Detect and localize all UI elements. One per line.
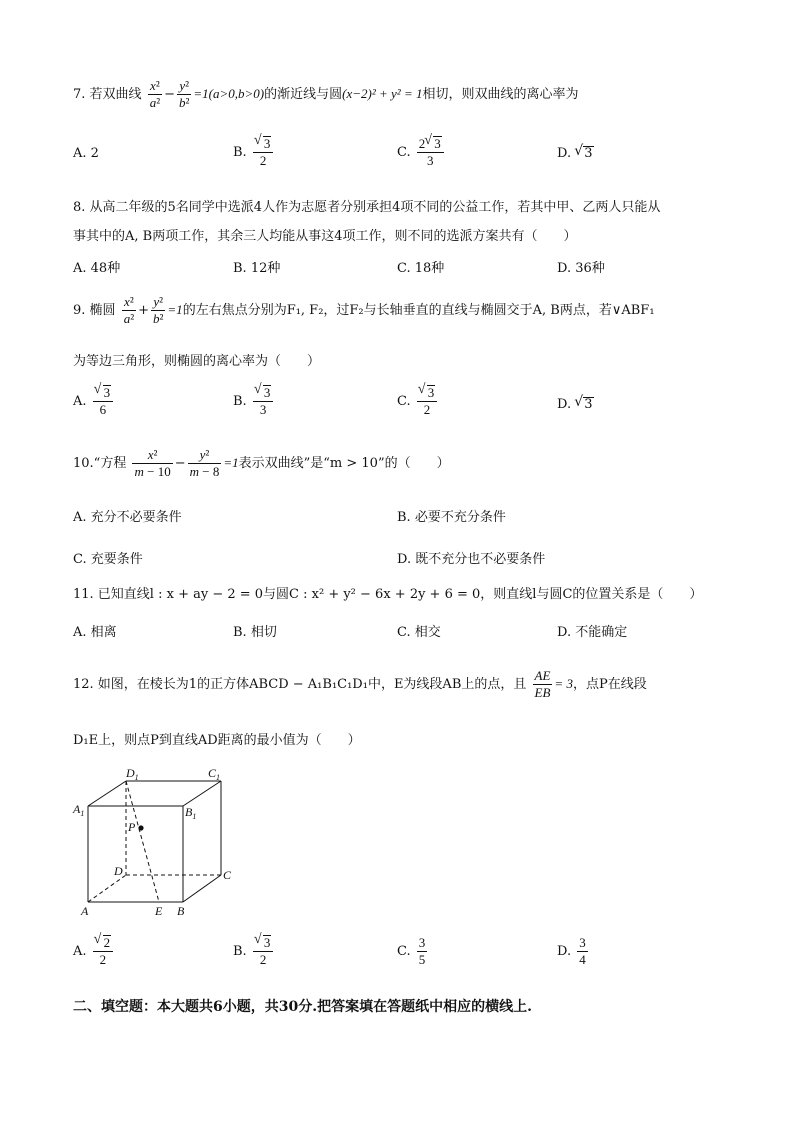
q7-option-d[interactable]: D. √ 3 <box>557 146 594 161</box>
q12-option-c-label: C. <box>397 944 411 959</box>
q12-option-d-label: D. <box>557 944 572 959</box>
edge-bc <box>183 875 221 902</box>
q10-frac-y: $\frac{\text{y²}}{m - 8}$ <box>189 447 220 479</box>
q12-option-c[interactable]: C. $\frac{3}{5}$ <box>397 935 426 967</box>
q7-option-a[interactable]: A. 2 <box>73 146 99 161</box>
label-d: D <box>114 864 123 878</box>
q10-option-a[interactable]: A. 充分不必要条件 <box>73 510 182 525</box>
q10-suffix: 表示双曲线”是“m > 10”的（ ） <box>238 456 450 471</box>
q9-option-b-label: B. <box>233 394 247 409</box>
q11-option-d[interactable]: D. 不能确定 <box>557 625 628 640</box>
q7-option-d-label: D. <box>557 146 572 161</box>
q8-option-d[interactable]: D. 36种 <box>557 261 605 276</box>
q12-eq: = 3 <box>554 676 573 691</box>
q7-frac-x: $\frac{\text{x²}}{\text{a²}}$ <box>149 78 161 110</box>
q12-line2: D₁E上，则点P到直线AD距离的最小值为（ ） <box>73 733 361 748</box>
q7-option-c[interactable]: C. $\frac{2√ 3}{3}$ <box>397 136 446 169</box>
q11-option-b[interactable]: B. 相切 <box>233 625 277 640</box>
edge-b1c1 <box>183 781 221 806</box>
q9-option-b[interactable]: B. √ $\frac{3}{3}$ <box>233 385 275 418</box>
label-b: B <box>177 904 185 918</box>
label-a1: $A_1$ <box>73 802 85 818</box>
q12-prefix: 12. 如图，在棱长为1的正方体ABCD − A₁B₁C₁D₁中，E为线段AB上的点，且 <box>73 677 527 692</box>
q7-condition: =1(a>0,b>0) <box>193 86 265 101</box>
q9-option-a-label: A. <box>73 394 87 409</box>
q7-frac-y: $\frac{\text{y²}}{\text{b²}}$ <box>179 78 190 110</box>
point-p <box>138 825 143 830</box>
edge-a1d1 <box>88 781 126 806</box>
cube-figure <box>70 762 240 920</box>
q11-option-a[interactable]: A. 相离 <box>73 625 117 640</box>
q12-option-a[interactable]: A. √ $\frac{2}{2}$ <box>73 935 115 968</box>
q11-text: 11. 已知直线l : x + ay − 2 = 0与圆C : x² + y² − 6x + 2y + 6 = 0，则直线l与圆C的位置关系是（ ） <box>73 587 703 602</box>
q7-option-b[interactable]: B. √ $\frac{3}{2}$ <box>233 136 275 169</box>
q7-middle: 的渐近线与圆 <box>264 87 343 102</box>
section-heading-fill-in: 二、填空题：本大题共6小题，共30分.把答案填在答题纸中相应的横线上. <box>73 999 532 1015</box>
question-10: 10.“方程 $\frac{\text{x²}}{m - 10}$ − $\frac{\text{y²}}{m - 8}$ =1表示双曲线”是“m > 10”的（ ） <box>73 447 450 479</box>
q10-eq: =1 <box>223 455 239 470</box>
q9-frac-y: $\frac{\text{y²}}{\text{b²}}$ <box>153 294 164 326</box>
q10-prefix: 10.“方程 <box>73 456 127 471</box>
q9-option-d[interactable]: D. √ 3 <box>557 397 594 412</box>
q12-frac: $\frac{AE}{EB}$ <box>534 668 551 700</box>
q10-option-d[interactable]: D. 既不充分也不必要条件 <box>397 552 546 567</box>
question-12 <box>73 668 647 701</box>
edge-ad-hidden <box>88 875 126 902</box>
question-7: 7. 若双曲线 $\frac{\text{x²}}{\text{a²}}$ − $\frac{\text{y²}}{\text{b²}}$ =1(a>0,b>0)的渐近线与圆(x−2)² + y² = 1相切，则双曲线的离心率为 <box>73 78 579 110</box>
q12-option-b-label: B. <box>233 944 247 959</box>
q12-option-b[interactable]: B. √ $\frac{3}{2}$ <box>233 935 275 968</box>
segment-d1e <box>126 781 159 902</box>
q10-option-c[interactable]: C. 充要条件 <box>73 552 143 567</box>
q9-option-a[interactable]: A. √ $\frac{3}{6}$ <box>73 385 115 418</box>
q9-option-c[interactable]: C. √ $\frac{3}{2}$ <box>397 385 439 418</box>
label-e: E <box>155 904 163 918</box>
label-a: A <box>81 904 89 918</box>
q12-option-a-label: A. <box>73 944 87 959</box>
question-9: 9. 椭圆 $\frac{\text{x²}}{\text{a²}}$ + $\frac{\text{y²}}{\text{b²}}$ =1的左右焦点分别为F₁, F₂，过F₂与长轴垂直的直线与椭圆交于A, B两点，若∨ABF₁ <box>73 294 655 326</box>
q8-option-b[interactable]: B. 12种 <box>233 261 281 276</box>
q8-option-c[interactable]: C. 18种 <box>397 261 445 276</box>
q9-option-d-label: D. <box>557 397 572 412</box>
q8-line1: 8. 从高二年级的5名同学中选派4人作为志愿者分别承担4项不同的公益工作，若其中甲、乙两人只能从 <box>73 200 661 215</box>
q11-option-c[interactable]: C. 相交 <box>397 625 441 640</box>
q9-middle: 的左右焦点分别为F₁, F₂，过F₂与长轴垂直的直线与椭圆交于A, B两点，若∨ABF₁ <box>182 303 655 318</box>
q9-line2: 为等边三角形，则椭圆的离心率为（ ） <box>73 354 321 369</box>
q7-circle: (x−2)² + y² = 1 <box>342 86 423 101</box>
q7-prefix: 7. 若双曲线 <box>73 87 142 102</box>
label-b1: $B_1$ <box>185 805 197 821</box>
q8-option-a[interactable]: A. 48种 <box>73 261 121 276</box>
q7-option-c-label: C. <box>397 145 411 160</box>
q9-frac-x: $\frac{\text{x²}}{\text{a²}}$ <box>123 294 135 326</box>
q9-prefix: 9. 椭圆 <box>73 303 116 318</box>
q7-suffix: 相切，则双曲线的离心率为 <box>422 87 579 102</box>
q8-line2: 事其中的A, B两项工作，其余三人均能从事这4项工作，则不同的选派方案共有（ ） <box>73 229 577 244</box>
label-d1: $D_1$ <box>126 766 139 782</box>
q12-option-d[interactable]: D. $\frac{3}{4}$ <box>557 935 586 967</box>
q7-option-b-label: B. <box>233 145 247 160</box>
label-c1: $C_1$ <box>208 766 221 782</box>
label-p: P <box>128 820 136 834</box>
q12-suffix: ，点P在线段 <box>572 677 647 692</box>
q10-option-b[interactable]: B. 必要不充分条件 <box>397 510 506 525</box>
label-c: C <box>223 868 232 882</box>
q9-option-c-label: C. <box>397 394 411 409</box>
q10-frac-x: $\frac{\text{x²}}{m - 10}$ <box>134 447 171 479</box>
q9-eq: =1 <box>167 302 183 317</box>
